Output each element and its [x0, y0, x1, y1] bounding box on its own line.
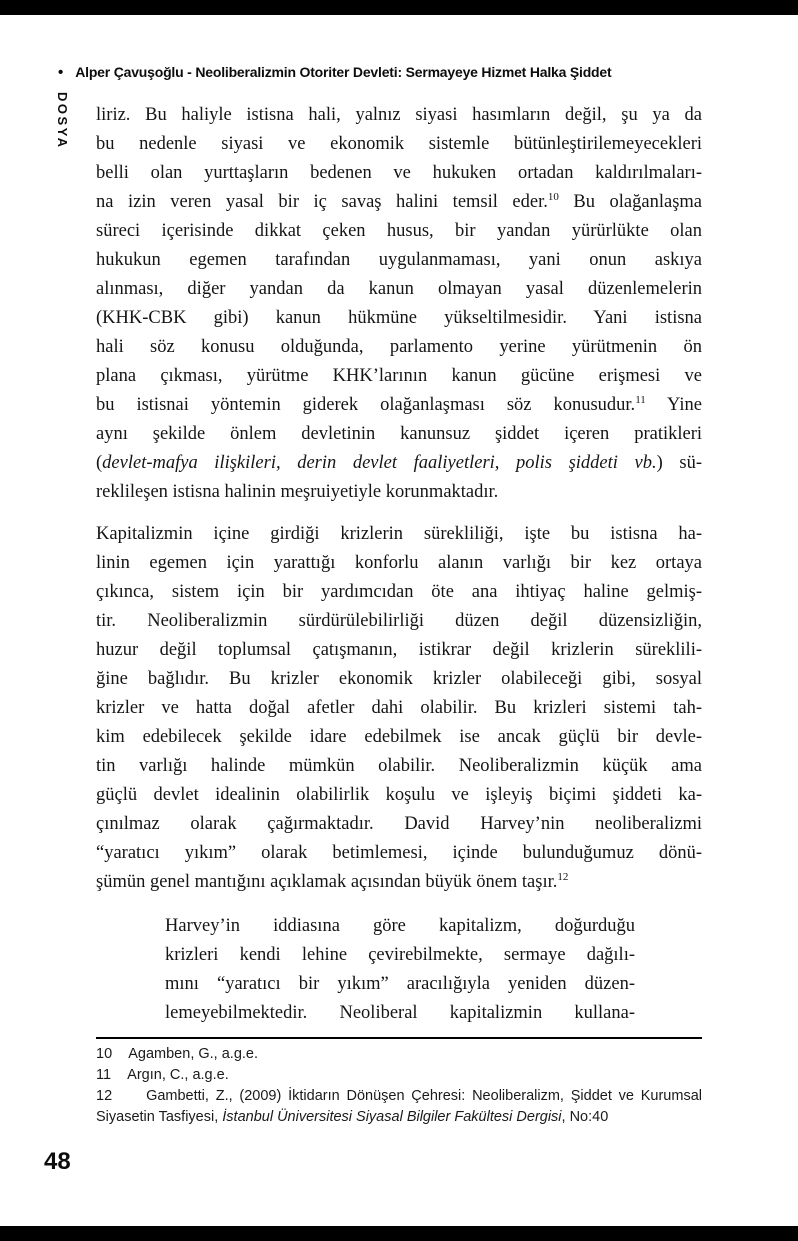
footnote-divider: [96, 1037, 702, 1039]
text-run: linin egemen için yarattığı konforlu alanın varlığı bir kez ortaya: [96, 553, 702, 573]
body-paragraph-1: [96, 101, 702, 507]
footnote-ref: 12: [557, 871, 569, 883]
text-run: mını “yaratıcı bir yıkım” aracılığıyla yeniden düzen-: [165, 974, 635, 994]
text-line: [165, 912, 635, 941]
text-line: [96, 362, 702, 391]
text-line: [96, 549, 702, 578]
bullet-icon: •: [58, 64, 64, 81]
text-run: hukukun egemen tarafından uygulanmaması, yani onun askıya: [96, 250, 702, 270]
text-line: [96, 333, 702, 362]
text-line: [96, 1086, 702, 1107]
text-run: İstanbul Üniversitesi Siyasal Bilgiler Fakültesi Dergisi: [222, 1109, 562, 1125]
top-border-bar: [0, 0, 798, 15]
text-run: lemeyebilmektedir. Neoliberal kapitalizmin kullana-: [165, 1003, 635, 1023]
body-paragraph-2: [96, 520, 702, 897]
text-line: [96, 188, 702, 217]
text-run: Harvey’in iddiasına göre kapitalizm, doğurduğu: [165, 916, 635, 936]
text-run: , No:40: [561, 1109, 609, 1125]
text-run: Siyasetin Tasfiyesi,: [96, 1109, 223, 1125]
text-run: alınması, diğer yandan da kanun olmayan yasal düzenlemelerin: [96, 279, 702, 299]
bottom-border-bar: [0, 1226, 798, 1241]
text-line: [96, 101, 702, 130]
text-line: [96, 1044, 702, 1065]
text-run: çıkınca, sistem için bir yardımcıdan öte ana ihtiyaç haline gelmiş-: [96, 582, 702, 602]
author-name: Alper Çavuşoğlu -: [75, 64, 192, 80]
text-run: kim edebilecek şekilde idare edebilmek ise ancak güçlü bir devle-: [96, 727, 702, 747]
text-line: [96, 810, 702, 839]
text-line: [96, 391, 702, 420]
text-run: aynı şekilde önlem devletinin kanunsuz şiddet içeren pratikleri: [96, 424, 702, 444]
text-run: tin varlığı halinde mümkün olabilir. Neoliberalizmin küçük ama: [96, 756, 702, 776]
text-run: ğine bağlıdır. Bu krizler ekonomik krizler olabileceği gibi, sosyal: [96, 669, 702, 689]
text-line: [165, 941, 635, 970]
text-line: [96, 217, 702, 246]
text-run: 11 Argın, C., a.g.e.: [96, 1067, 229, 1083]
text-line: [96, 246, 702, 275]
text-run: krizler ve hatta doğal afetler dahi olabilir. Bu krizleri sistemi tah-: [96, 698, 702, 718]
text-line: [96, 636, 702, 665]
text-line: [96, 607, 702, 636]
text-run: reklileşen istisna halinin meşruiyetiyle korunmaktadır.: [96, 482, 499, 502]
text-run: belli olan yurttaşların bedenen ve hukuken ortadan kaldırılmaları-: [96, 163, 702, 183]
text-line: [96, 275, 702, 304]
text-run: na izin veren yasal bir iç savaş halini temsil eder.: [96, 192, 548, 212]
text-line: [165, 970, 635, 999]
footnote-ref: 11: [635, 394, 646, 406]
body-column: [96, 101, 702, 1128]
text-line: [96, 304, 702, 333]
text-run: Kapitalizmin içine girdiği krizlerin sürekliliği, işte bu istisna ha-: [96, 524, 702, 544]
text-run: hali söz konusu olduğunda, parlamento yerine yürütmenin ön: [96, 337, 702, 357]
text-run: 10 Agamben, G., a.g.e.: [96, 1046, 259, 1062]
text-line: [96, 159, 702, 188]
text-line: [96, 781, 702, 810]
text-run: şümün genel mantığını açıklamak açısından büyük önem taşır.: [96, 872, 558, 892]
text-line: [96, 694, 702, 723]
text-line: [96, 449, 702, 478]
text-line: [96, 839, 702, 868]
page-number: 48: [44, 1148, 71, 1175]
text-line: [96, 752, 702, 781]
footnotes: [96, 1044, 702, 1128]
text-run: bu nedenle siyasi ve ekonomik sistemle bütünleştirilemeyecekleri: [96, 134, 702, 154]
text-line: [96, 1065, 702, 1086]
article-title: Neoliberalizmin Otoriter Devleti: Sermayeye Hizmet Halka Şiddet: [195, 64, 612, 80]
text-line: [96, 478, 702, 507]
page-header: [58, 64, 778, 81]
text-run: bu istisnai yöntemin giderek olağanlaşması söz konusudur.: [96, 395, 636, 415]
text-run: liriz. Bu haliyle istisna hali, yalnız siyasi hasımların değil, şu ya da: [96, 105, 702, 125]
footnote-ref: 10: [547, 191, 559, 203]
text-run: güçlü devlet idealinin olabilirlik koşulu ve işleyiş biçimi şiddeti ka-: [96, 785, 702, 805]
text-line: [96, 130, 702, 159]
text-run: çınılmaz olarak çağırmaktadır. David Harvey’nin neoliberalizmi: [96, 814, 702, 834]
section-label-dosya: DOSYA: [55, 92, 70, 150]
text-line: [96, 420, 702, 449]
text-run: tir. Neoliberalizmin sürdürülebilirliği düzen değil düzensizliğin,: [96, 611, 702, 631]
text-run: devlet-mafya ilişkileri, derin devlet faaliyetleri, polis şiddeti vb.: [102, 453, 657, 473]
text-line: [96, 1107, 702, 1128]
text-line: [96, 578, 702, 607]
text-line: [96, 868, 702, 897]
text-run: (: [96, 453, 103, 473]
block-quote: [165, 912, 635, 1028]
text-run: 12 Gambetti, Z., (2009) İktidarın Dönüşen Çehresi: Neoliberalizm, Şiddet ve Kurumsal: [96, 1088, 702, 1104]
text-run: huzur değil toplumsal çatışmanın, istikrar değil krizlerin süreklili-: [96, 640, 702, 660]
text-run: (KHK-CBK gibi) kanun hükmüne yükseltilmesidir. Yani istisna: [96, 308, 702, 328]
text-run: krizleri kendi lehine çevirebilmekte, sermaye dağılı-: [165, 945, 635, 965]
text-run: ) sü-: [656, 453, 702, 473]
text-line: [96, 520, 702, 549]
text-line: [96, 723, 702, 752]
text-line: [96, 665, 702, 694]
text-run: plana çıkması, yürütme KHK’larının kanun gücüne erişmesi ve: [96, 366, 702, 386]
text-line: [165, 999, 635, 1028]
text-run: Yine: [645, 395, 702, 415]
text-run: süreci içerisinde dikkat çeken husus, bir yandan yürürlükte olan: [96, 221, 702, 241]
text-run: Bu olağanlaşma: [558, 192, 702, 212]
text-run: “yaratıcı yıkım” olarak betimlemesi, içinde bulunduğumuz dönü-: [96, 843, 702, 863]
